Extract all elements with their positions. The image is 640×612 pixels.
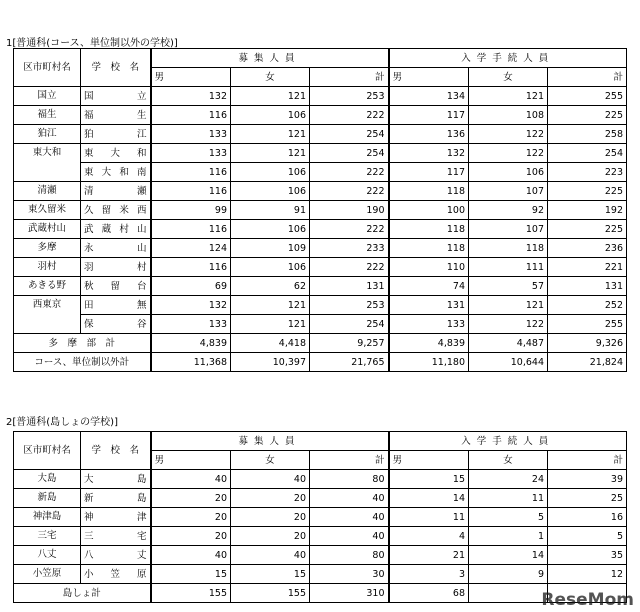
table-row [14,201,627,220]
enroll-female-cell: 122 [469,125,548,144]
enroll-female-cell: 14 [469,546,548,565]
recruit-male-cell: 116 [151,163,231,182]
ward-cell: 東大和 [14,144,81,182]
header-female: 女 [469,451,548,470]
recruit-total-cell: 80 [310,546,389,565]
recruit-male-cell: 133 [151,125,231,144]
header-female: 女 [231,451,310,470]
enroll-male-cell: 21 [389,546,469,565]
table2 [13,431,627,603]
recruit-female-cell: 106 [231,163,310,182]
recruit-total-cell: 131 [310,277,389,296]
enroll-total-cell: 12 [548,565,627,584]
ward-cell: 武蔵村山 [14,220,81,239]
recruit-female-cell: 109 [231,239,310,258]
enroll-total-cell: 225 [548,182,627,201]
school-cell: 秋留台 [81,277,151,296]
enroll-total-cell: 254 [548,144,627,163]
table-row [14,87,627,106]
recruit-total-cell: 222 [310,106,389,125]
school-cell: 神津 [81,508,151,527]
recruit-female-cell: 62 [231,277,310,296]
header-male: 男 [151,68,231,87]
enroll-total-total: 9,326 [548,334,627,353]
enroll-male-total: 68 [389,584,469,603]
recruit-male-cell: 20 [151,527,231,546]
recruit-total-total: 310 [310,584,389,603]
ward-cell: 清瀬 [14,182,81,201]
enroll-male-cell: 117 [389,163,469,182]
enroll-male-cell: 118 [389,239,469,258]
recruit-male-cell: 99 [151,201,231,220]
header-school: 学 校 名 [81,49,151,87]
recruit-female-cell: 106 [231,106,310,125]
enroll-female-cell: 121 [469,87,548,106]
table-row [14,546,627,565]
table-row [14,239,627,258]
recruit-male-cell: 132 [151,87,231,106]
recruit-male-cell: 20 [151,489,231,508]
total-row [14,584,627,603]
school-cell: 田無 [81,296,151,315]
recruit-total-cell: 254 [310,144,389,163]
recruit-female-cell: 106 [231,220,310,239]
recruit-male-cell: 116 [151,106,231,125]
school-cell: 福生 [81,106,151,125]
table-row [14,565,627,584]
table-row [14,470,627,489]
recruit-female-cell: 106 [231,258,310,277]
total-label: コース、単位制以外計 [14,353,151,372]
enroll-female-cell: 92 [469,201,548,220]
recruit-male-total: 11,368 [151,353,231,372]
header-enroll: 入学手続人員 [389,432,627,451]
table-row [14,277,627,296]
recruit-male-cell: 69 [151,277,231,296]
enroll-male-cell: 118 [389,182,469,201]
enroll-total-cell: 252 [548,296,627,315]
school-cell: 久留米西 [81,201,151,220]
enroll-total-cell: 35 [548,546,627,565]
ward-cell: あきる野 [14,277,81,296]
recruit-total-total: 21,765 [310,353,389,372]
recruit-total-cell: 222 [310,182,389,201]
header-recruit: 募集人員 [151,432,389,451]
recruit-female-cell: 20 [231,527,310,546]
recruit-total-cell: 40 [310,489,389,508]
recruit-male-cell: 133 [151,315,231,334]
enroll-total-cell: 225 [548,106,627,125]
enroll-female-cell: 111 [469,258,548,277]
table-row [14,163,627,182]
recruit-female-cell: 121 [231,87,310,106]
recruit-total-total: 9,257 [310,334,389,353]
enroll-male-cell: 74 [389,277,469,296]
recruit-female-cell: 121 [231,144,310,163]
enroll-total-cell: 225 [548,220,627,239]
recruit-total-cell: 253 [310,87,389,106]
table1-title: 1[普通科(コース、単位制以外の学校)] [6,38,178,49]
recruit-male-cell: 124 [151,239,231,258]
recruit-male-cell: 116 [151,258,231,277]
enroll-female-cell: 107 [469,182,548,201]
header-enroll: 入学手続人員 [389,49,627,68]
header-total: 計 [310,68,389,87]
recruit-male-cell: 116 [151,220,231,239]
header-male: 男 [389,68,469,87]
recruit-female-cell: 20 [231,508,310,527]
enroll-male-cell: 117 [389,106,469,125]
enroll-total-cell: 236 [548,239,627,258]
enroll-male-cell: 3 [389,565,469,584]
enroll-female-cell: 11 [469,489,548,508]
recruit-male-total: 155 [151,584,231,603]
recruit-female-total: 155 [231,584,310,603]
enroll-total-cell: 255 [548,87,627,106]
enroll-female-cell: 121 [469,296,548,315]
recruit-male-cell: 40 [151,470,231,489]
school-cell: 国立 [81,87,151,106]
resemom-watermark: ReseMom [541,590,634,610]
school-cell: 狛江 [81,125,151,144]
recruit-male-cell: 116 [151,182,231,201]
enroll-female-cell: 106 [469,163,548,182]
recruit-total-cell: 222 [310,258,389,277]
header-total: 計 [548,451,627,470]
recruit-male-cell: 132 [151,296,231,315]
recruit-male-cell: 15 [151,565,231,584]
header-school: 学 校 名 [81,432,151,470]
enroll-total-cell: 221 [548,258,627,277]
ward-cell: 三宅 [14,527,81,546]
header-total: 計 [310,451,389,470]
school-cell: 東大和 [81,144,151,163]
enroll-male-cell: 134 [389,87,469,106]
header-female: 女 [231,68,310,87]
header-ward: 区市町村名 [14,432,81,470]
table-row [14,527,627,546]
recruit-female-cell: 20 [231,489,310,508]
table-row [14,315,627,334]
school-cell: 新島 [81,489,151,508]
recruit-male-cell: 40 [151,546,231,565]
enroll-total-cell: 39 [548,470,627,489]
table-row [14,508,627,527]
total-row [14,353,627,372]
recruit-total-cell: 40 [310,527,389,546]
recruit-total-cell: 222 [310,163,389,182]
ward-cell: 神津島 [14,508,81,527]
school-cell: 武蔵村山 [81,220,151,239]
enroll-female-cell: 118 [469,239,548,258]
ward-cell: 八丈 [14,546,81,565]
enroll-male-cell: 132 [389,144,469,163]
school-cell: 清瀬 [81,182,151,201]
recruit-total-cell: 254 [310,125,389,144]
ward-cell: 羽村 [14,258,81,277]
table2-title: 2[普通科(島しょの学校)] [6,417,118,428]
enroll-male-cell: 110 [389,258,469,277]
recruit-male-cell: 133 [151,144,231,163]
recruit-total-cell: 233 [310,239,389,258]
recruit-female-total: 4,418 [231,334,310,353]
ward-cell: 多摩 [14,239,81,258]
recruit-female-cell: 40 [231,470,310,489]
table-row [14,258,627,277]
total-label: 島しょ計 [14,584,151,603]
school-cell: 大島 [81,470,151,489]
ward-cell: 東久留米 [14,201,81,220]
recruit-total-cell: 190 [310,201,389,220]
enroll-female-total [469,584,548,603]
recruit-total-cell: 30 [310,565,389,584]
enroll-male-total: 4,839 [389,334,469,353]
header-total: 計 [548,68,627,87]
enroll-male-cell: 4 [389,527,469,546]
enroll-total-cell: 223 [548,163,627,182]
recruit-total-cell: 222 [310,220,389,239]
enroll-female-cell: 122 [469,144,548,163]
ward-cell: 福生 [14,106,81,125]
enroll-female-cell: 122 [469,315,548,334]
enroll-female-cell: 108 [469,106,548,125]
header-male: 男 [151,451,231,470]
total-label: 多 摩 部 計 [14,334,151,353]
enroll-male-cell: 100 [389,201,469,220]
recruit-female-cell: 91 [231,201,310,220]
table-row [14,489,627,508]
school-cell: 三宅 [81,527,151,546]
ward-cell: 国立 [14,87,81,106]
enroll-total-total: 21,824 [548,353,627,372]
recruit-female-cell: 106 [231,182,310,201]
table1 [13,48,627,372]
recruit-female-cell: 121 [231,125,310,144]
enroll-total-cell: 192 [548,201,627,220]
enroll-male-cell: 15 [389,470,469,489]
school-cell: 永山 [81,239,151,258]
header-ward: 区市町村名 [14,49,81,87]
enroll-female-cell: 9 [469,565,548,584]
recruit-male-total: 4,839 [151,334,231,353]
table-row [14,296,627,315]
enroll-female-cell: 1 [469,527,548,546]
header-recruit: 募集人員 [151,49,389,68]
enroll-male-cell: 131 [389,296,469,315]
enroll-male-cell: 14 [389,489,469,508]
enroll-female-cell: 24 [469,470,548,489]
recruit-female-cell: 15 [231,565,310,584]
header-female: 女 [469,68,548,87]
enroll-total-cell: 258 [548,125,627,144]
table-row [14,125,627,144]
enroll-total-cell: 16 [548,508,627,527]
ward-cell: 新島 [14,489,81,508]
recruit-female-cell: 40 [231,546,310,565]
total-row [14,334,627,353]
table-row [14,220,627,239]
table-row [14,106,627,125]
table-row [14,182,627,201]
ward-cell: 西東京 [14,296,81,334]
enroll-male-total: 11,180 [389,353,469,372]
header-male: 男 [389,451,469,470]
enroll-female-total: 4,487 [469,334,548,353]
school-cell: 東大和南 [81,163,151,182]
enroll-female-cell: 57 [469,277,548,296]
recruit-total-cell: 254 [310,315,389,334]
recruit-female-cell: 121 [231,296,310,315]
school-cell: 八丈 [81,546,151,565]
recruit-female-cell: 121 [231,315,310,334]
table-row [14,144,627,163]
ward-cell: 小笠原 [14,565,81,584]
enroll-total-cell: 131 [548,277,627,296]
school-cell: 保谷 [81,315,151,334]
enroll-total-cell: 25 [548,489,627,508]
recruit-total-cell: 40 [310,508,389,527]
enroll-female-total: 10,644 [469,353,548,372]
school-cell: 羽村 [81,258,151,277]
recruit-total-cell: 253 [310,296,389,315]
school-cell: 小笠原 [81,565,151,584]
enroll-male-cell: 11 [389,508,469,527]
enroll-male-cell: 136 [389,125,469,144]
ward-cell: 狛江 [14,125,81,144]
enroll-male-cell: 133 [389,315,469,334]
enroll-total-cell: 255 [548,315,627,334]
ward-cell: 大島 [14,470,81,489]
recruit-male-cell: 20 [151,508,231,527]
enroll-male-cell: 118 [389,220,469,239]
recruit-total-cell: 80 [310,470,389,489]
enroll-female-cell: 107 [469,220,548,239]
enroll-total-cell: 5 [548,527,627,546]
enroll-female-cell: 5 [469,508,548,527]
recruit-female-total: 10,397 [231,353,310,372]
